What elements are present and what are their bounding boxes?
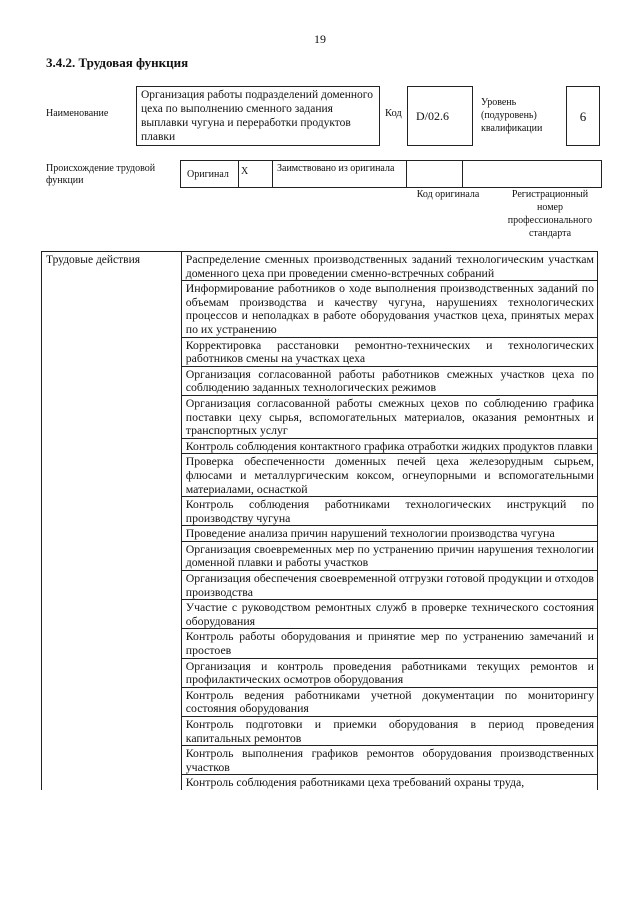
level-value-box: 6 (566, 86, 600, 146)
original-code-cell (407, 161, 463, 187)
reg-number-cell (463, 161, 601, 187)
origin-row (180, 160, 602, 188)
action-item: Организация согласованной работы работников смежных участков цеха по соблюдению заданных технологических режимов (182, 367, 597, 396)
original-mark: X (239, 161, 273, 187)
action-item: Организация своевременных мер по устранению причин нарушения технологии доменной плавки и работы участков (182, 542, 597, 571)
action-item: Проверка обеспеченности доменных печей цеха железорудным сырьем, флюсами и металлургическим коксом, огнеупорными и вспомогательными материалами, оснасткой (182, 454, 597, 497)
action-item: Корректировка расстановки ремонтно-технических и технологических работников смены на участках цеха (182, 338, 597, 367)
section-title: 3.4.2. Трудовая функция (46, 55, 189, 70)
action-item: Распределение сменных производственных заданий технологическим участкам доменного цеха при проведении сменно-встречных собраний (182, 252, 597, 281)
action-item: Контроль соблюдения работниками цеха требований охраны труда, (185, 775, 525, 790)
origin-label: Происхождение трудовой функции (46, 163, 156, 186)
action-item: Контроль соблюдения работниками технологических инструкций по производству чугуна (182, 497, 597, 526)
action-item: Организация обеспечения своевременной отгрузки готовой продукции и отходов производства (182, 571, 597, 600)
function-title-box: Организация работы подразделений доменного цеха по выполнению сменного задания выплавки чугуна и переработки продуктов плавки (136, 86, 380, 146)
level-label: Уровень (подуровень) квалификации (481, 97, 543, 134)
code-caption: Код оригинала (416, 189, 480, 200)
actions-list (182, 252, 597, 790)
actions-table (41, 251, 598, 790)
action-item: Организация и контроль проведения работниками текущих ремонтов и профилактических осмотров оборудования (182, 659, 597, 688)
original-label: Оригинал (181, 161, 239, 187)
action-item: Контроль работы оборудования и принятие мер по устранению замечаний и простоев (182, 629, 597, 658)
action-item: Контроль выполнения графиков ремонтов оборудования производственных участков (182, 746, 597, 775)
borrowed-label: Заимствовано из оригинала (273, 161, 407, 187)
action-item: Информирование работников о ходе выполнения производственных заданий по объемам производства и качеству чугуна, нарушениях технологических процессов и неполадках в работе оборудования участков цеха, принятых мерах по их устранению (182, 281, 597, 337)
code-label: Код (385, 108, 402, 119)
action-item: Организация согласованной работы смежных цехов по соблюдению графика поставки цеху сырья, вспомогательных материалов, оказания ремонтных и транспортных услуг (182, 396, 597, 439)
action-item: Участие с руководством ремонтных служб в проверке технического состояния оборудования (182, 600, 597, 629)
action-item: Проведение анализа причин нарушений технологии производства чугуна (182, 526, 597, 542)
action-item: Контроль ведения работниками учетной документации по мониторингу состояния оборудования (182, 688, 597, 717)
code-value-box: D/02.6 (407, 86, 473, 146)
reg-caption: Регистрационный номер профессионального стандарта (507, 189, 593, 239)
action-item: Контроль подготовки и приемки оборудования в период проведения капитальных ремонтов (182, 717, 597, 746)
actions-label: Трудовые действия (42, 252, 182, 790)
action-item: Контроль соблюдения контактного графика отработки жидких продуктов плавки (182, 439, 597, 455)
name-label: Наименование (46, 108, 109, 119)
page-number: 19 (314, 32, 326, 46)
